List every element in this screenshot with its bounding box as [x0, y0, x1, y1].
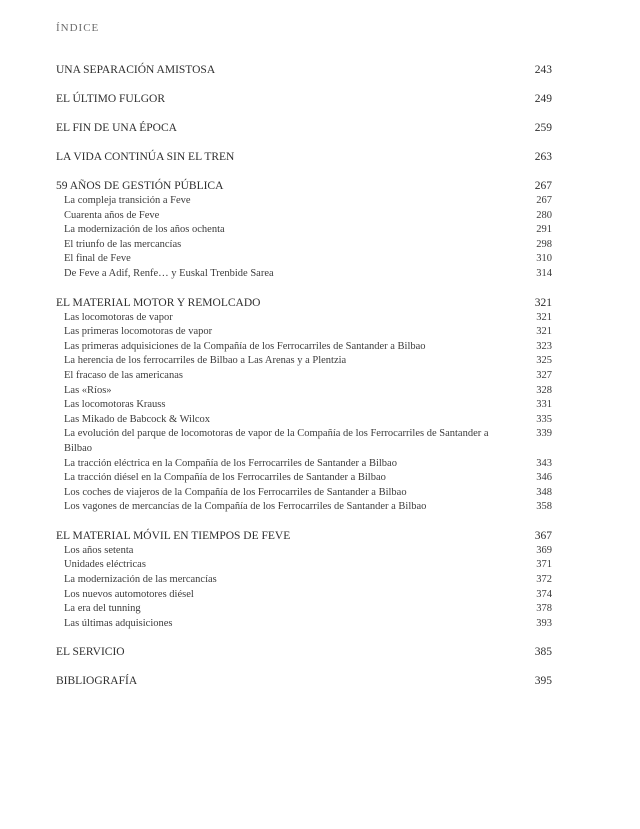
toc-section: [56, 528, 552, 632]
toc-subentry[interactable]: [56, 573, 552, 588]
toc-subentry-title: Las «Ríos»: [64, 384, 112, 396]
toc-subentry[interactable]: [56, 486, 552, 501]
toc-subentry-page: 346: [536, 472, 552, 484]
toc-entry[interactable]: [56, 91, 552, 107]
toc-subentry[interactable]: [56, 457, 552, 472]
toc-subentry-page: 358: [536, 501, 552, 513]
toc-subentry-page: 369: [536, 544, 552, 556]
toc-subentry-page: 328: [536, 384, 552, 396]
toc-subentry-page: 321: [536, 311, 552, 323]
toc-entry-title: 59 AÑOS DE GESTIÓN PÚBLICA: [56, 180, 224, 192]
toc-entry[interactable]: [56, 120, 552, 136]
toc-subentry-title: Los coches de viajeros de la Compañía de los Ferrocarriles de Santander a Bilbao: [64, 486, 407, 498]
toc-subentry-page: 393: [536, 617, 552, 629]
toc-subentry[interactable]: [56, 369, 552, 384]
toc-subentry-page: 280: [536, 209, 552, 221]
toc-subentry[interactable]: [56, 558, 552, 573]
toc-subentry-title: Las locomotoras Krauss: [64, 399, 166, 411]
toc-subentry-title: Las primeras locomotoras de vapor: [64, 326, 213, 338]
toc-section: [56, 644, 552, 660]
toc-subentry[interactable]: [56, 398, 552, 413]
toc-subentry[interactable]: [56, 209, 552, 224]
toc-entry[interactable]: [56, 178, 552, 194]
toc-section: [56, 673, 552, 689]
toc-entry-page: 395: [534, 675, 552, 688]
toc-subentry-page: 298: [536, 238, 552, 250]
toc-subentry-page: 348: [536, 486, 552, 498]
toc-entry-page: 259: [534, 122, 552, 134]
toc-subentry-title: Las locomotoras de vapor: [64, 311, 173, 323]
toc-section: [56, 120, 552, 136]
toc-subentry[interactable]: [56, 602, 552, 617]
toc-subentry-page: 321: [536, 326, 552, 338]
toc-subentry-title: Unidades eléctricas: [64, 559, 146, 571]
toc-entry-page: 243: [534, 64, 552, 76]
toc-subentry-title: Las últimas adquisiciones: [64, 617, 173, 629]
toc-subentry-title: La herencia de los ferrocarriles de Bilbao a Las Arenas y a Plentzia: [64, 355, 347, 367]
toc-subentry[interactable]: [56, 194, 552, 209]
toc-subentry-page: 343: [536, 457, 552, 469]
toc-subentry-title: La modernización de los años ochenta: [64, 224, 225, 236]
toc-entry[interactable]: [56, 528, 552, 544]
toc-subentry-page: 339: [536, 428, 552, 440]
toc-entry-title: EL FIN DE UNA ÉPOCA: [56, 122, 177, 134]
toc-subentry-title: De Feve a Adif, Renfe… y Euskal Trenbide Sarea: [64, 267, 274, 279]
toc-entry-title: UNA SEPARACIÓN AMISTOSA: [56, 64, 216, 76]
toc-subentry-page: 372: [536, 574, 552, 586]
toc-section: [56, 178, 552, 282]
toc-entry-page: 249: [534, 93, 552, 105]
toc-subentry[interactable]: [56, 252, 552, 267]
toc-section: [56, 91, 552, 107]
toc-subentry-page: 325: [536, 355, 552, 367]
toc-subentry[interactable]: [56, 325, 552, 340]
toc-subentry-page: 327: [536, 369, 552, 381]
toc-entry[interactable]: [56, 149, 552, 165]
toc-entry[interactable]: [56, 644, 552, 660]
toc-subentry[interactable]: [56, 340, 552, 355]
toc-subentry[interactable]: [56, 500, 552, 515]
toc-subentry-title: La evolución del parque de locomotoras de vapor de la Compañía de los Ferrocarriles de Santander a Bilbao: [64, 428, 489, 454]
toc-subentry-page: 378: [536, 603, 552, 615]
toc-subentry[interactable]: [56, 617, 552, 632]
toc-subentry-title: El triunfo de las mercancías: [64, 238, 182, 250]
toc-subentry-title: El final de Feve: [64, 253, 131, 265]
toc-subentry-title: Los vagones de mercancías de la Compañía de los Ferrocarriles de Santander a Bilbao: [64, 501, 427, 513]
toc-subentry-title: Cuarenta años de Feve: [64, 209, 160, 221]
toc-subentry-title: La modernización de las mercancías: [64, 574, 217, 586]
toc-entry-page: 367: [534, 529, 552, 542]
toc-entry-title: EL MATERIAL MOTOR Y REMOLCADO: [56, 296, 261, 309]
toc-section: [56, 149, 552, 165]
toc-subentry-title: La tracción eléctrica en la Compañía de los Ferrocarriles de Santander a Bilbao: [64, 457, 397, 469]
toc-section: [56, 62, 552, 78]
toc-entry-page: 385: [534, 646, 552, 659]
toc-subentry[interactable]: [56, 354, 552, 369]
toc-subentry-title: La tracción diésel en la Compañía de los Ferrocarriles de Santander a Bilbao: [64, 472, 386, 484]
toc-entry[interactable]: [56, 673, 552, 689]
toc-subentry[interactable]: [56, 427, 552, 456]
toc-subentry-title: Los nuevos automotores diésel: [64, 588, 194, 600]
toc-subentry-title: Los años setenta: [64, 544, 134, 556]
toc-section: [56, 295, 552, 515]
toc-subentry-page: 323: [536, 340, 552, 352]
toc-entry-title: EL MATERIAL MÓVIL EN TIEMPOS DE FEVE: [56, 529, 291, 542]
toc-subentry-title: La compleja transición a Feve: [64, 195, 191, 206]
toc-subentry-page: 374: [536, 588, 552, 600]
toc-subentry-page: 371: [536, 559, 552, 571]
toc-subentry[interactable]: [56, 384, 552, 399]
toc-entry-page: 321: [534, 296, 552, 309]
toc-subentry[interactable]: [56, 413, 552, 428]
toc-entry-title: LA VIDA CONTINÚA SIN EL TREN: [56, 151, 235, 163]
toc-subentry-title: La era del tunning: [64, 603, 141, 615]
toc-subentry-page: 267: [536, 195, 552, 206]
page-header: ÍNDICE: [56, 22, 100, 34]
toc-entry[interactable]: [56, 62, 552, 78]
toc-subentry[interactable]: [56, 588, 552, 603]
toc-entry-title: EL ÚLTIMO FULGOR: [56, 93, 166, 105]
toc-subentry[interactable]: [56, 471, 552, 486]
toc-entry-page: 267: [534, 180, 552, 192]
toc-entry[interactable]: [56, 295, 552, 311]
toc-entry-title: EL SERVICIO: [56, 646, 125, 659]
toc-entry-page: 263: [534, 151, 552, 163]
toc-subentry[interactable]: [56, 238, 552, 253]
table-of-contents: [56, 62, 552, 702]
toc-subentry[interactable]: [56, 267, 552, 282]
toc-subentry-page: 291: [536, 224, 552, 236]
toc-subentry-page: 314: [536, 267, 552, 279]
toc-subentry-title: Las Mikado de Babcock & Wilcox: [64, 413, 211, 425]
toc-subentry-title: El fracaso de las americanas: [64, 369, 183, 381]
toc-subentry-page: 310: [536, 253, 552, 265]
toc-subentry[interactable]: [56, 311, 552, 326]
toc-subentry[interactable]: [56, 223, 552, 238]
toc-subentry-page: 331: [536, 399, 552, 411]
toc-subentry[interactable]: [56, 544, 552, 559]
toc-subentry-title: Las primeras adquisiciones de la Compañía de los Ferrocarriles de Santander a Bilbao: [64, 340, 426, 352]
toc-subentry-page: 335: [536, 413, 552, 425]
toc-entry-title: BIBLIOGRAFÍA: [56, 675, 138, 688]
